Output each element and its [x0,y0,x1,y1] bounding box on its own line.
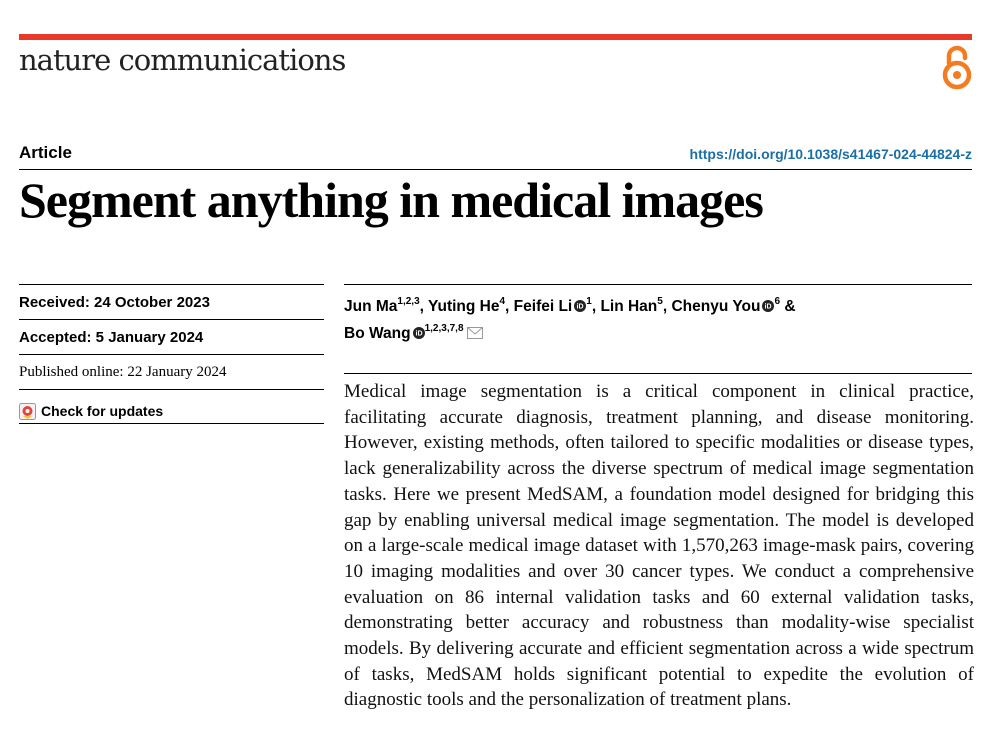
article-title: Segment anything in medical images [19,172,763,228]
open-access-icon [940,44,974,92]
author-list: Jun Ma$^{1,2,3}$, Yuting He$^4$, Feifei Li iD $^1$, Lin Han$^5$, Chenyu You iD $^6$ & Bo Wang iD $^{1,2,3,7,8}$ [344,284,972,345]
header-rule [19,169,972,170]
orcid-icon[interactable] [574,300,586,312]
header-bar [19,34,972,40]
abstract-rule [344,373,972,374]
check-updates-button[interactable] [19,389,324,424]
svg-text:iD: iD [415,330,423,338]
doi-link[interactable]: https://doi.org/10.1038/s41467-024-44824-z [689,146,972,162]
author-2[interactable]: Yuting He$^4$ [428,296,506,316]
accepted-date: Accepted: 5 January 2024 [19,319,324,354]
author-5[interactable]: Chenyu You iD $^6$ [671,296,781,316]
check-updates-icon [19,403,36,420]
svg-text:iD: iD [576,303,584,311]
abstract: Medical image segmentation is a critical component in clinical practice, facilitating accurate diagnosis, treatment planning, and disease monitoring. However, existing methods, often tailored to specific modalities or disease types, lack generalizability across the diverse spectrum of medical image segmentation tasks. Here we present MedSAM, a foundation model designed for bridging this gap by enabling universal medical image segmentation. The model is developed on a large-scale medical image dataset with 1,570,263 image-mask pairs, covering 10 imaging modalities and over 30 cancer types. We conduct a comprehensive evaluation on 86 internal validation tasks and 60 external validation tasks, demonstrating better accuracy and robustness than modality-wise specialist models. By delivering accurate and efficient segmentation across a wide spectrum of tasks, MedSAM holds significant potential to expedite the evolution of diagnostic tools and the personalization of treatment plans. [344,381,974,711]
author-3[interactable]: Feifei Li iD $^1$ [513,296,592,316]
article-dates [19,284,324,424]
orcid-icon[interactable] [762,300,774,312]
svg-text:iD: iD [764,303,772,311]
received-date: Received: 24 October 2023 [19,284,324,319]
author-6[interactable]: Bo Wang iD $^{1,2,3,7,8}$ [344,323,464,343]
author-1[interactable]: Jun Ma$^{1,2,3}$ [344,296,420,316]
orcid-icon[interactable] [413,327,425,339]
article-type: Article [19,143,72,162]
check-updates-label: Check for updates [41,403,164,419]
author-4[interactable]: Lin Han$^5$ [600,296,663,316]
mail-icon[interactable] [467,327,483,339]
published-date: Published online: 22 January 2024 [19,354,324,389]
journal-name: nature communications [19,43,346,77]
